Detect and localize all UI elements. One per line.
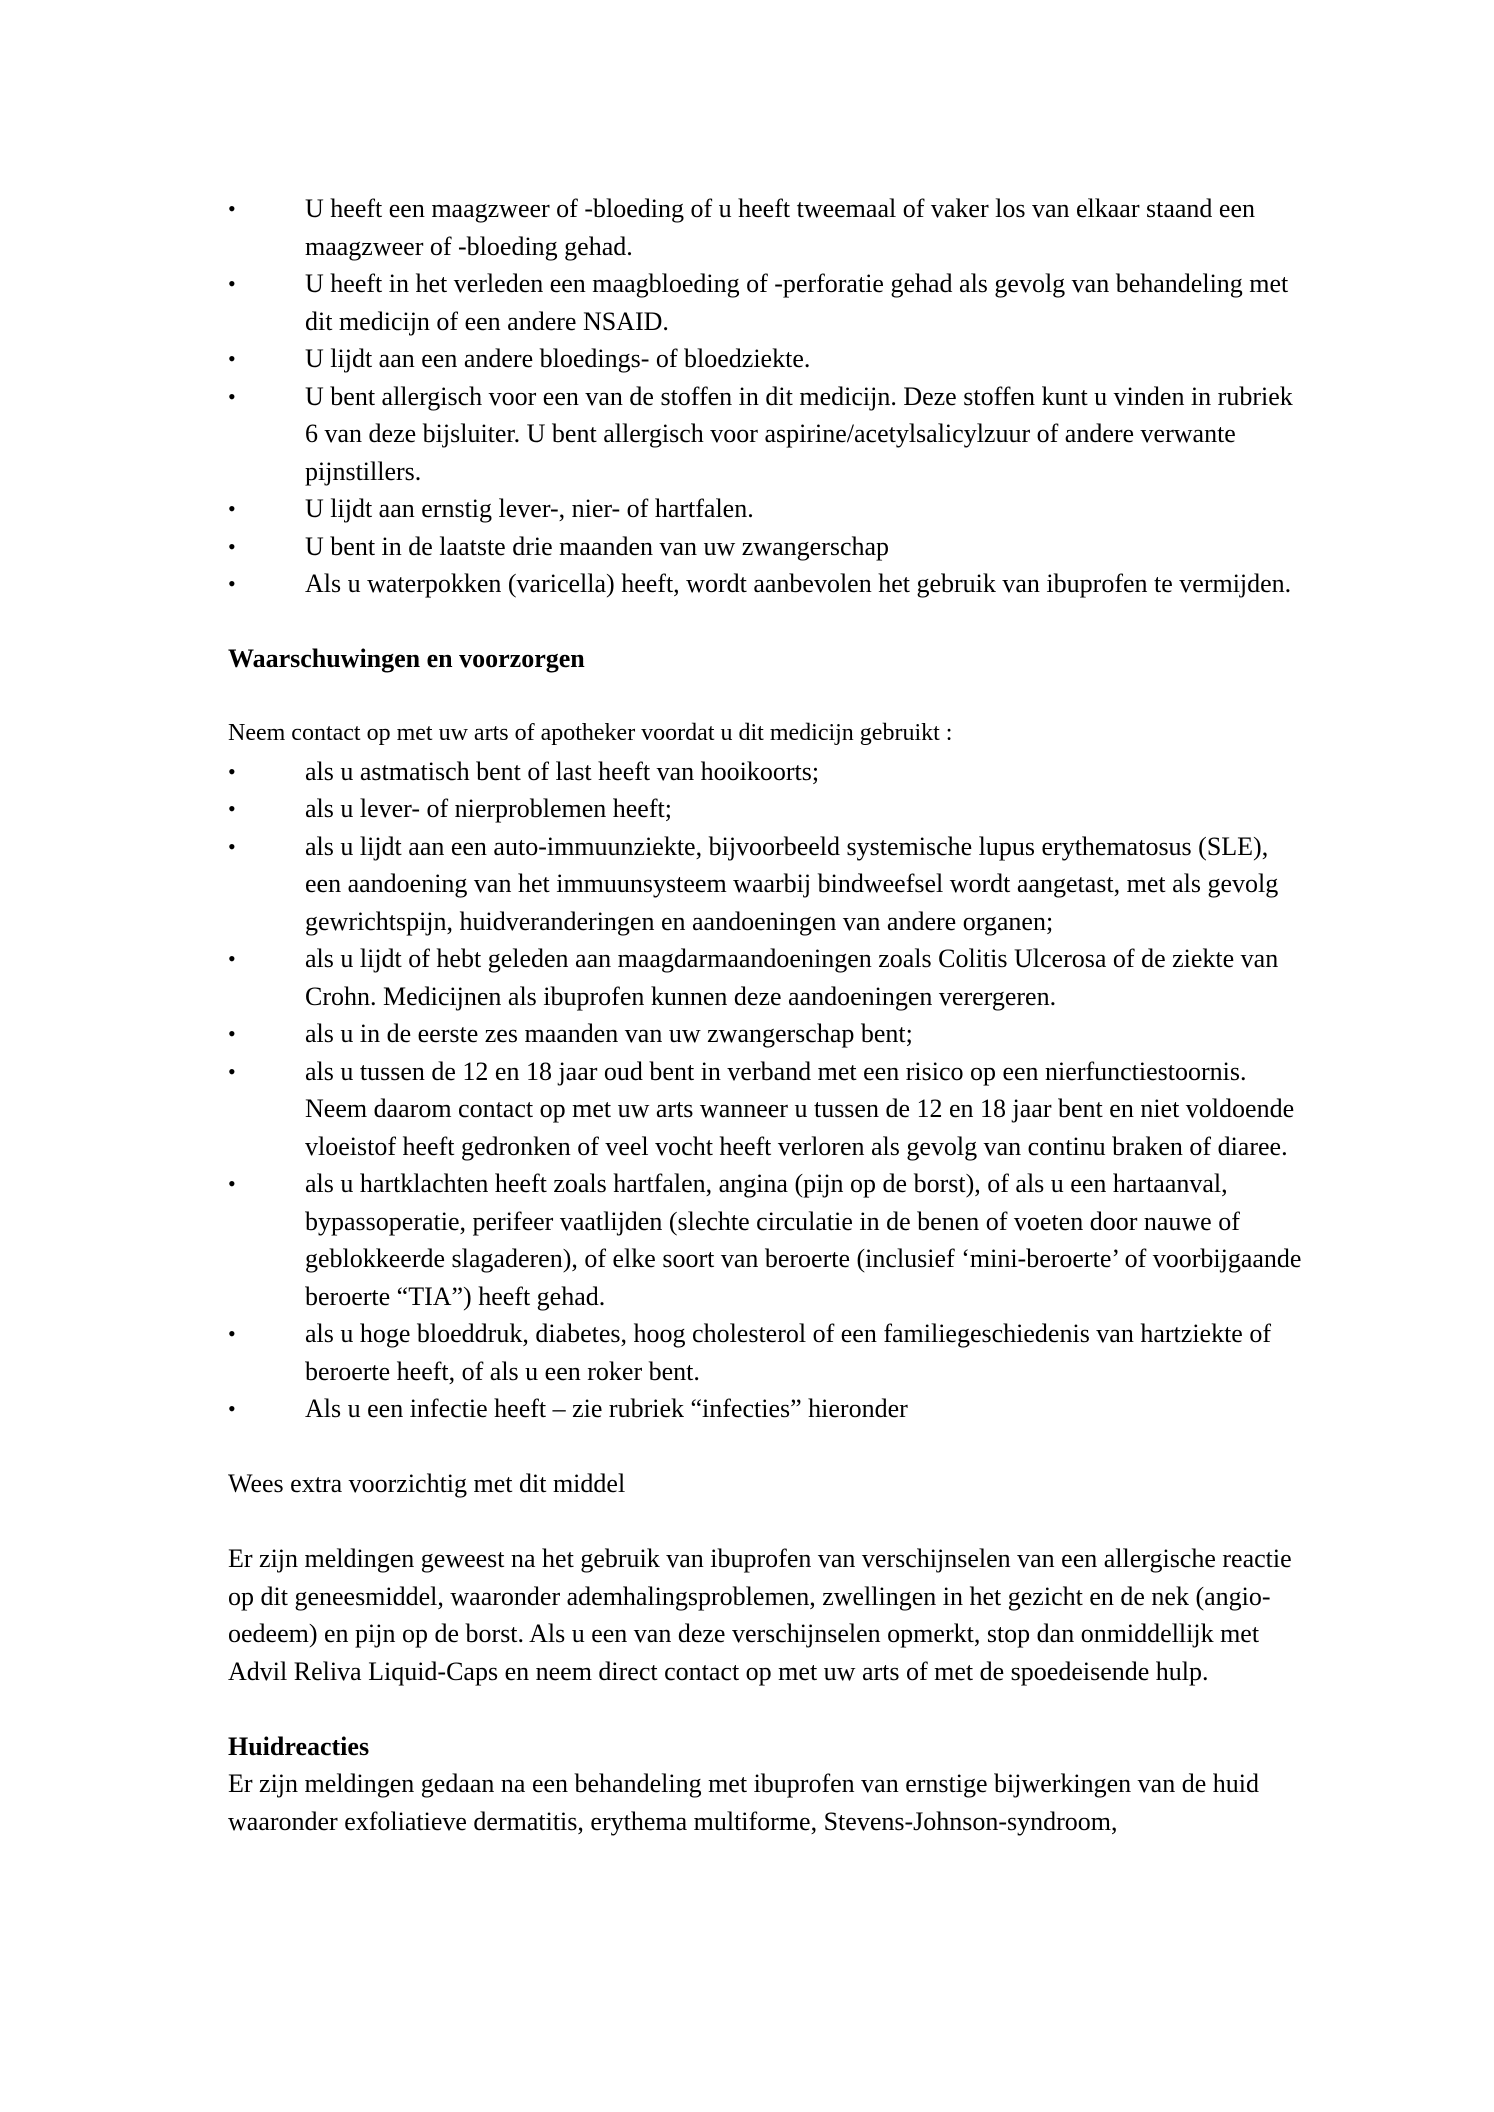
list-item-text: U bent in de laatste drie maanden van uw zwangerschap [305,531,890,561]
bullet-icon: • [228,1058,236,1084]
list-item [228,1165,1314,1315]
bullet-icon: • [228,533,236,559]
list-item-text: als u lijdt of hebt geleden aan maagdarmaandoeningen zoals Colitis Ulcerosa of de ziekte van Crohn. Medicijnen als ibuprofen kunnen deze aandoeningen verergeren. [305,944,1279,1011]
list-item-text: als u lijdt aan een auto-immuunziekte, bijvoorbeeld systemische lupus erythematosus (SLE), een aandoening van het immuunsysteem waarbij bindweefsel wordt aangetast, met als gevolg gewrichtspijn, huidveranderingen en aandoeningen van andere organen; [305,831,1279,936]
list-item [228,265,1314,340]
bullet-icon: • [228,946,236,971]
list-item [228,490,1314,528]
list-item-text: U heeft een maagzweer of -bloeding of u heeft tweemaal of vaker los van elkaar staand een maagzweer of -bloeding gehad. [305,194,1255,261]
list-item [228,1315,1314,1390]
skin-reactions-paragraph: Er zijn meldingen gedaan na een behandeling met ibuprofen van ernstige bijwerkingen van de huid waaronder exfoliatieve dermatitis, erythema multiforme, Stevens-Johnson-syndroom, [228,1769,1259,1836]
bullet-icon: • [228,833,236,859]
list-item [228,1053,1314,1166]
list-item [228,565,1314,603]
bullet-icon: • [228,1171,236,1196]
bullet-icon: • [228,758,236,784]
bullet-icon: • [228,571,236,596]
list-item-text: U lijdt aan een andere bloedings- of bloedziekte. [305,344,811,373]
bullet-icon: • [228,1396,236,1421]
list-item [228,528,1314,566]
list-item-text: Als u waterpokken (varicella) heeft, wordt aanbevolen het gebruik van ibuprofen te vermijden. [305,569,1292,598]
list-item [228,753,1314,791]
allergy-paragraph: Er zijn meldingen geweest na het gebruik van ibuprofen van verschijnselen van een allergische reactie op dit geneesmiddel, waaronder ademhalingsproblemen, zwellingen in het gezicht en de nek (angio-oedeem) en pijn op de borst. Als u een van deze verschijnselen opmerkt, stop dan onmiddellijk met Advil Reliva Liquid-Caps en neem direct contact op met uw arts of met de spoedeisende hulp. [228,1544,1292,1686]
contraindications-list [228,190,1314,603]
list-item-text: U lijdt aan ernstig lever-, nier- of hartfalen. [305,494,754,523]
list-item-text: U heeft in het verleden een maagbloeding of -perforatie gehad als gevolg van behandeling met dit medicijn of een andere NSAID. [305,269,1289,336]
list-item-text: U bent allergisch voor een van de stoffen in dit medicijn. Deze stoffen kunt u vinden in rubriek 6 van deze bijsluiter. U bent allergisch voor aspirine/acetylsalicylzuur of andere verwante pijnstillers. [305,381,1293,486]
warnings-heading: Waarschuwingen en voorzorgen [228,644,585,673]
list-item [228,828,1314,941]
list-item-text: als u hartklachten heeft zoals hartfalen, angina (pijn op de borst), of als u een hartaanval, bypassoperatie, perifeer vaatlijden (slechte circulatie in de benen of voeten door nauwe of geblokkeerde slagaderen), of elke soort van beroerte (inclusief ‘mini-beroerte’ of voorbijgaande beroerte “TIA”) heeft gehad. [305,1169,1302,1311]
list-item-text: als u tussen de 12 en 18 jaar oud bent in verband met een risico op een nierfunctiestoornis. Neem daarom contact op met uw arts wanneer u tussen de 12 en 18 jaar bent en niet voldoende vloeistof heeft gedronken of veel vocht heeft verloren als gevolg van continu braken of diaree. [305,1056,1295,1161]
warnings-list [228,753,1314,1428]
skin-reactions-heading: Huidreacties [228,1731,370,1761]
list-item [228,378,1314,491]
contact-doctor-intro: Neem contact op met uw arts of apotheker voordat u dit medicijn gebruikt : [228,720,953,746]
list-item-text: Als u een infectie heeft – zie rubriek “infecties” hieronder [305,1394,908,1423]
list-item-text: als u lever- of nierproblemen heeft; [305,794,672,823]
list-item [228,190,1314,265]
list-item-text: als u in de eerste zes maanden van uw zwangerschap bent; [305,1019,913,1048]
list-item-text: als u astmatisch bent of last heeft van hooikoorts; [305,756,820,786]
bullet-icon: • [228,1021,236,1046]
bullet-icon: • [228,383,236,409]
bullet-icon: • [228,196,236,221]
bullet-icon: • [228,271,236,296]
bullet-icon: • [228,496,236,521]
list-item [228,790,1314,828]
list-item-text: als u hoge bloeddruk, diabetes, hoog cholesterol of een familiegeschiedenis van hartziekte of beroerte heeft, of als u een roker bent. [305,1319,1271,1386]
list-item [228,1390,1314,1428]
list-item [228,340,1314,378]
caution-line: Wees extra voorzichtig met dit middel [228,1469,626,1498]
bullet-icon: • [228,796,236,821]
list-item [228,1015,1314,1053]
bullet-icon: • [228,346,236,371]
list-item [228,940,1314,1015]
bullet-icon: • [228,1321,236,1346]
